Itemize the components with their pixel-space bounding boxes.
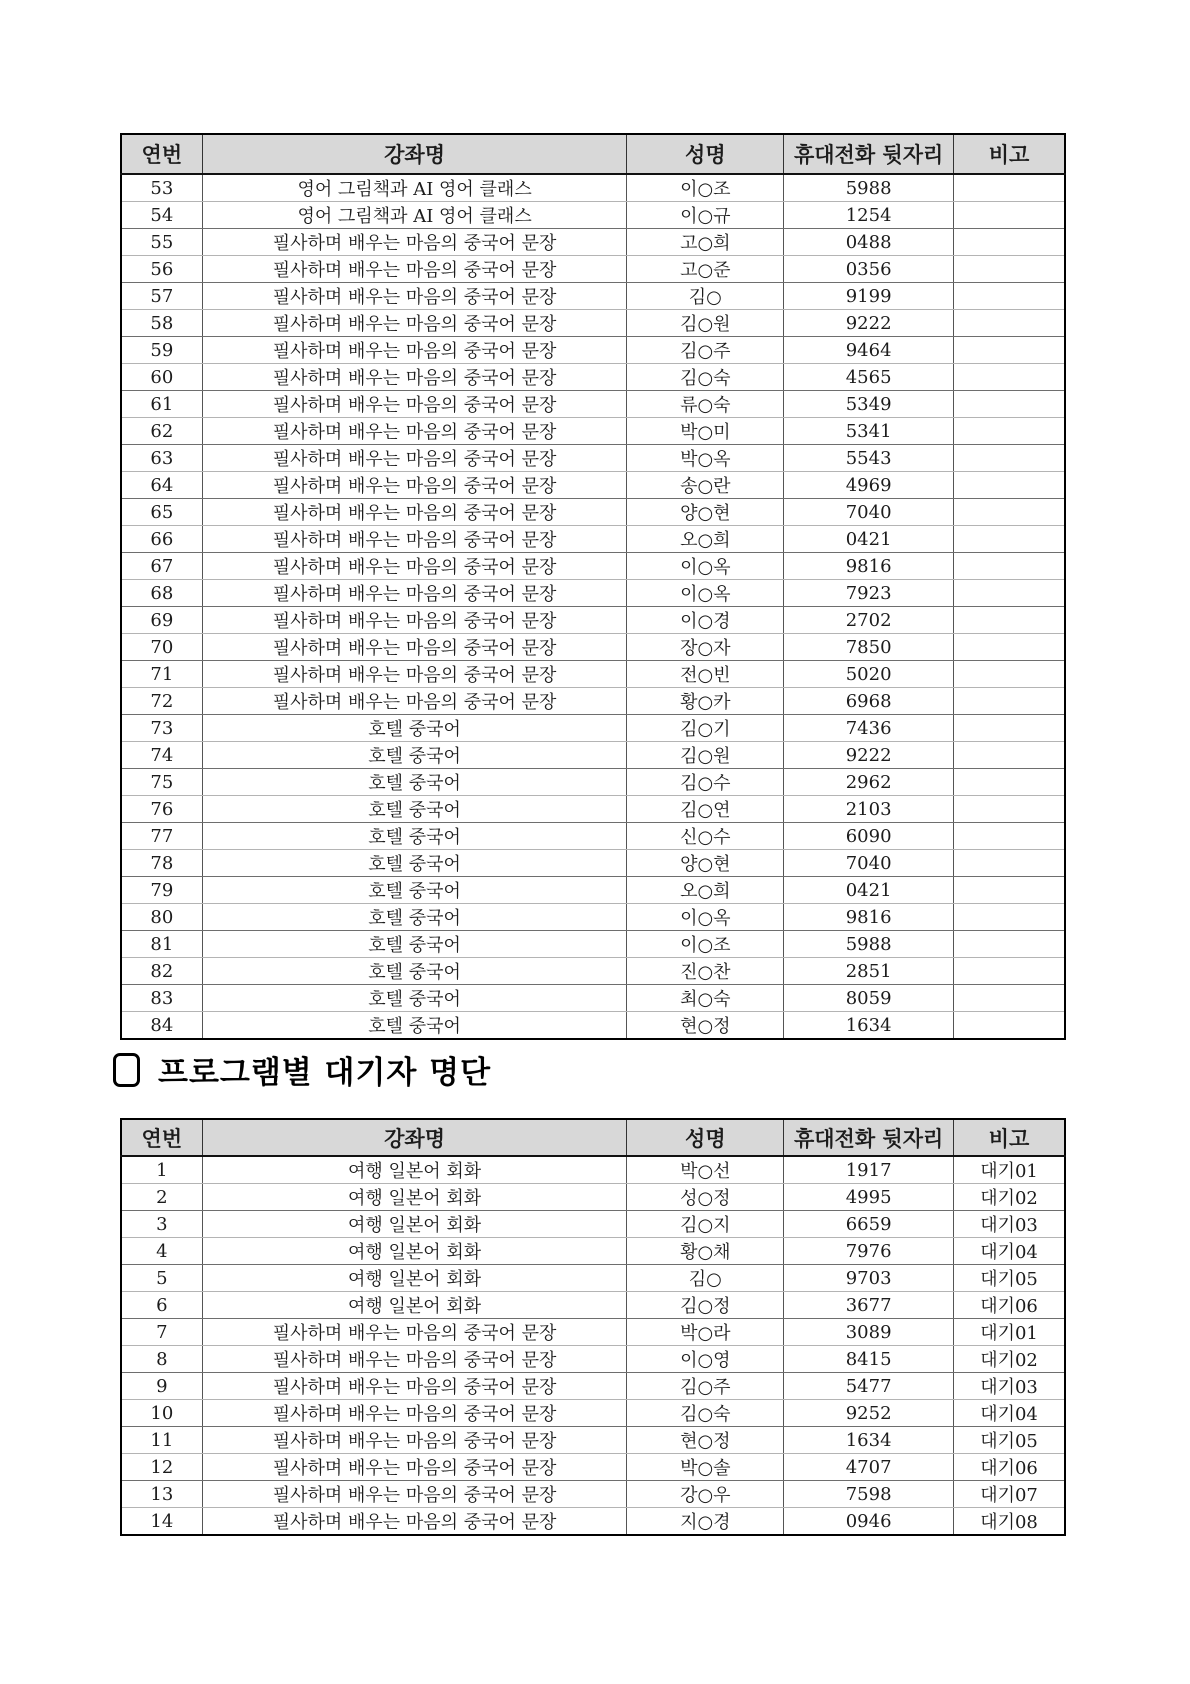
cell-phone-digits: 7976 bbox=[784, 1238, 954, 1265]
column-header: 성명 bbox=[627, 134, 784, 174]
cell-person-name: 양○현 bbox=[627, 499, 784, 526]
cell-note bbox=[954, 634, 1065, 661]
cell-course-name: 여행 일본어 회화 bbox=[202, 1238, 627, 1265]
cell-course-name: 필사하며 배우는 마음의 중국어 문장 bbox=[202, 256, 627, 283]
table-row bbox=[121, 283, 1065, 310]
cell-phone-digits: 7040 bbox=[784, 850, 954, 877]
cell-seq-number: 66 bbox=[121, 526, 202, 553]
cell-course-name: 필사하며 배우는 마음의 중국어 문장 bbox=[202, 526, 627, 553]
cell-person-name: 김○숙 bbox=[627, 1400, 784, 1427]
cell-phone-digits: 1634 bbox=[784, 1427, 954, 1454]
cell-person-name: 박○라 bbox=[627, 1319, 784, 1346]
cell-note: 대기06 bbox=[954, 1454, 1065, 1481]
cell-seq-number: 7 bbox=[121, 1319, 202, 1346]
cell-course-name: 필사하며 배우는 마음의 중국어 문장 bbox=[202, 391, 627, 418]
cell-phone-digits: 9222 bbox=[784, 310, 954, 337]
table-row bbox=[121, 958, 1065, 985]
cell-course-name: 필사하며 배우는 마음의 중국어 문장 bbox=[202, 1319, 627, 1346]
table-row bbox=[121, 823, 1065, 850]
cell-person-name: 고○희 bbox=[627, 229, 784, 256]
cell-note bbox=[954, 769, 1065, 796]
cell-note: 대기06 bbox=[954, 1292, 1065, 1319]
cell-phone-digits: 5349 bbox=[784, 391, 954, 418]
cell-note bbox=[954, 958, 1065, 985]
cell-seq-number: 62 bbox=[121, 418, 202, 445]
cell-note bbox=[954, 580, 1065, 607]
cell-course-name: 여행 일본어 회화 bbox=[202, 1265, 627, 1292]
table-row bbox=[121, 1184, 1065, 1211]
cell-note: 대기03 bbox=[954, 1373, 1065, 1400]
table-row bbox=[121, 1400, 1065, 1427]
cell-seq-number: 68 bbox=[121, 580, 202, 607]
table-row bbox=[121, 769, 1065, 796]
cell-person-name: 지○경 bbox=[627, 1508, 784, 1536]
cell-person-name: 박○솔 bbox=[627, 1454, 784, 1481]
column-header: 연번 bbox=[121, 134, 202, 174]
column-header: 성명 bbox=[627, 1119, 784, 1156]
cell-note bbox=[954, 607, 1065, 634]
cell-note: 대기08 bbox=[954, 1508, 1065, 1536]
cell-seq-number: 11 bbox=[121, 1427, 202, 1454]
cell-phone-digits: 4565 bbox=[784, 364, 954, 391]
cell-seq-number: 9 bbox=[121, 1373, 202, 1400]
table-row bbox=[121, 850, 1065, 877]
cell-course-name: 필사하며 배우는 마음의 중국어 문장 bbox=[202, 337, 627, 364]
cell-course-name: 호텔 중국어 bbox=[202, 769, 627, 796]
cell-phone-digits: 4995 bbox=[784, 1184, 954, 1211]
table-row bbox=[121, 418, 1065, 445]
cell-course-name: 호텔 중국어 bbox=[202, 715, 627, 742]
cell-note bbox=[954, 283, 1065, 310]
cell-note bbox=[954, 661, 1065, 688]
cell-person-name: 장○자 bbox=[627, 634, 784, 661]
cell-note bbox=[954, 364, 1065, 391]
cell-phone-digits: 9816 bbox=[784, 904, 954, 931]
cell-course-name: 필사하며 배우는 마음의 중국어 문장 bbox=[202, 1400, 627, 1427]
table-row bbox=[121, 1454, 1065, 1481]
cell-seq-number: 80 bbox=[121, 904, 202, 931]
cell-note bbox=[954, 1012, 1065, 1040]
cell-seq-number: 56 bbox=[121, 256, 202, 283]
cell-course-name: 영어 그림책과 AI 영어 클래스 bbox=[202, 202, 627, 229]
cell-phone-digits: 9816 bbox=[784, 553, 954, 580]
cell-phone-digits: 5477 bbox=[784, 1373, 954, 1400]
cell-course-name: 필사하며 배우는 마음의 중국어 문장 bbox=[202, 418, 627, 445]
cell-seq-number: 65 bbox=[121, 499, 202, 526]
cell-phone-digits: 5988 bbox=[784, 931, 954, 958]
cell-person-name: 김○숙 bbox=[627, 364, 784, 391]
cell-seq-number: 77 bbox=[121, 823, 202, 850]
cell-seq-number: 79 bbox=[121, 877, 202, 904]
cell-person-name: 이○영 bbox=[627, 1346, 784, 1373]
cell-note bbox=[954, 310, 1065, 337]
table-row bbox=[121, 715, 1065, 742]
table-row bbox=[121, 1211, 1065, 1238]
cell-note: 대기02 bbox=[954, 1184, 1065, 1211]
cell-phone-digits: 4707 bbox=[784, 1454, 954, 1481]
cell-person-name: 오○희 bbox=[627, 526, 784, 553]
cell-note bbox=[954, 796, 1065, 823]
cell-phone-digits: 5020 bbox=[784, 661, 954, 688]
table-row bbox=[121, 634, 1065, 661]
cell-course-name: 호텔 중국어 bbox=[202, 823, 627, 850]
cell-seq-number: 76 bbox=[121, 796, 202, 823]
cell-seq-number: 55 bbox=[121, 229, 202, 256]
cell-note: 대기05 bbox=[954, 1265, 1065, 1292]
cell-seq-number: 73 bbox=[121, 715, 202, 742]
cell-person-name: 황○카 bbox=[627, 688, 784, 715]
cell-note: 대기01 bbox=[954, 1319, 1065, 1346]
cell-note bbox=[954, 877, 1065, 904]
cell-seq-number: 72 bbox=[121, 688, 202, 715]
cell-person-name: 이○조 bbox=[627, 174, 784, 202]
cell-course-name: 필사하며 배우는 마음의 중국어 문장 bbox=[202, 688, 627, 715]
cell-seq-number: 10 bbox=[121, 1400, 202, 1427]
cell-seq-number: 71 bbox=[121, 661, 202, 688]
cell-seq-number: 53 bbox=[121, 174, 202, 202]
cell-seq-number: 81 bbox=[121, 931, 202, 958]
cell-person-name: 고○준 bbox=[627, 256, 784, 283]
cell-seq-number: 13 bbox=[121, 1481, 202, 1508]
cell-phone-digits: 7923 bbox=[784, 580, 954, 607]
table-row bbox=[121, 499, 1065, 526]
cell-note: 대기04 bbox=[954, 1238, 1065, 1265]
cell-phone-digits: 0421 bbox=[784, 526, 954, 553]
table-row bbox=[121, 1265, 1065, 1292]
cell-course-name: 호텔 중국어 bbox=[202, 742, 627, 769]
column-header: 비고 bbox=[954, 1119, 1065, 1156]
cell-note bbox=[954, 202, 1065, 229]
cell-note bbox=[954, 823, 1065, 850]
cell-phone-digits: 6659 bbox=[784, 1211, 954, 1238]
cell-phone-digits: 7598 bbox=[784, 1481, 954, 1508]
cell-seq-number: 83 bbox=[121, 985, 202, 1012]
table-row bbox=[121, 174, 1065, 202]
table-row bbox=[121, 904, 1065, 931]
cell-seq-number: 8 bbox=[121, 1346, 202, 1373]
table-row bbox=[121, 796, 1065, 823]
cell-phone-digits: 3677 bbox=[784, 1292, 954, 1319]
cell-course-name: 필사하며 배우는 마음의 중국어 문장 bbox=[202, 499, 627, 526]
cell-phone-digits: 0488 bbox=[784, 229, 954, 256]
table-row bbox=[121, 1319, 1065, 1346]
table-row bbox=[121, 1346, 1065, 1373]
cell-phone-digits: 7436 bbox=[784, 715, 954, 742]
cell-course-name: 필사하며 배우는 마음의 중국어 문장 bbox=[202, 1508, 627, 1536]
cell-course-name: 호텔 중국어 bbox=[202, 796, 627, 823]
cell-person-name: 진○찬 bbox=[627, 958, 784, 985]
cell-course-name: 여행 일본어 회화 bbox=[202, 1156, 627, 1184]
cell-course-name: 영어 그림책과 AI 영어 클래스 bbox=[202, 174, 627, 202]
cell-person-name: 이○옥 bbox=[627, 553, 784, 580]
cell-note: 대기03 bbox=[954, 1211, 1065, 1238]
cell-note bbox=[954, 850, 1065, 877]
cell-phone-digits: 4969 bbox=[784, 472, 954, 499]
table-row bbox=[121, 391, 1065, 418]
table-row bbox=[121, 1156, 1065, 1184]
cell-note bbox=[954, 229, 1065, 256]
cell-phone-digits: 5543 bbox=[784, 445, 954, 472]
cell-seq-number: 82 bbox=[121, 958, 202, 985]
cell-person-name: 박○선 bbox=[627, 1156, 784, 1184]
cell-seq-number: 1 bbox=[121, 1156, 202, 1184]
cell-phone-digits: 0946 bbox=[784, 1508, 954, 1536]
cell-note: 대기05 bbox=[954, 1427, 1065, 1454]
cell-phone-digits: 8059 bbox=[784, 985, 954, 1012]
table-row bbox=[121, 202, 1065, 229]
cell-seq-number: 54 bbox=[121, 202, 202, 229]
cell-person-name: 박○미 bbox=[627, 418, 784, 445]
cell-phone-digits: 1917 bbox=[784, 1156, 954, 1184]
table-row bbox=[121, 1292, 1065, 1319]
cell-seq-number: 63 bbox=[121, 445, 202, 472]
cell-phone-digits: 0421 bbox=[784, 877, 954, 904]
cell-seq-number: 57 bbox=[121, 283, 202, 310]
cell-phone-digits: 5341 bbox=[784, 418, 954, 445]
cell-person-name: 양○현 bbox=[627, 850, 784, 877]
cell-person-name: 신○수 bbox=[627, 823, 784, 850]
cell-person-name: 김○ bbox=[627, 283, 784, 310]
cell-note bbox=[954, 742, 1065, 769]
cell-person-name: 이○옥 bbox=[627, 904, 784, 931]
table-row bbox=[121, 985, 1065, 1012]
cell-phone-digits: 1254 bbox=[784, 202, 954, 229]
cell-person-name: 김○원 bbox=[627, 742, 784, 769]
cell-course-name: 여행 일본어 회화 bbox=[202, 1211, 627, 1238]
cell-phone-digits: 2702 bbox=[784, 607, 954, 634]
cell-course-name: 여행 일본어 회화 bbox=[202, 1184, 627, 1211]
cell-course-name: 필사하며 배우는 마음의 중국어 문장 bbox=[202, 364, 627, 391]
cell-person-name: 김○정 bbox=[627, 1292, 784, 1319]
cell-seq-number: 2 bbox=[121, 1184, 202, 1211]
cell-note: 대기04 bbox=[954, 1400, 1065, 1427]
square-bullet-icon bbox=[113, 1053, 140, 1087]
cell-note bbox=[954, 445, 1065, 472]
cell-phone-digits: 1634 bbox=[784, 1012, 954, 1040]
cell-note bbox=[954, 688, 1065, 715]
cell-phone-digits: 6090 bbox=[784, 823, 954, 850]
cell-seq-number: 5 bbox=[121, 1265, 202, 1292]
cell-note bbox=[954, 472, 1065, 499]
cell-note bbox=[954, 499, 1065, 526]
cell-note bbox=[954, 174, 1065, 202]
cell-phone-digits: 6968 bbox=[784, 688, 954, 715]
column-header: 연번 bbox=[121, 1119, 202, 1156]
table-row bbox=[121, 607, 1065, 634]
cell-person-name: 최○숙 bbox=[627, 985, 784, 1012]
table-row bbox=[121, 1427, 1065, 1454]
cell-person-name: 오○희 bbox=[627, 877, 784, 904]
cell-person-name: 김○수 bbox=[627, 769, 784, 796]
cell-course-name: 필사하며 배우는 마음의 중국어 문장 bbox=[202, 634, 627, 661]
table-row bbox=[121, 526, 1065, 553]
cell-seq-number: 59 bbox=[121, 337, 202, 364]
cell-seq-number: 3 bbox=[121, 1211, 202, 1238]
cell-course-name: 필사하며 배우는 마음의 중국어 문장 bbox=[202, 1454, 627, 1481]
cell-person-name: 송○란 bbox=[627, 472, 784, 499]
cell-phone-digits: 9703 bbox=[784, 1265, 954, 1292]
cell-course-name: 필사하며 배우는 마음의 중국어 문장 bbox=[202, 607, 627, 634]
cell-seq-number: 14 bbox=[150, 1510, 174, 1532]
cell-course-name: 필사하며 배우는 마음의 중국어 문장 bbox=[202, 283, 627, 310]
waitlist-roster-table bbox=[120, 1118, 1066, 1536]
cell-person-name: 이○조 bbox=[627, 931, 784, 958]
table-row bbox=[121, 553, 1065, 580]
cell-person-name: 김○ bbox=[627, 1265, 784, 1292]
cell-course-name: 호텔 중국어 bbox=[202, 958, 627, 985]
cell-phone-digits: 0356 bbox=[784, 256, 954, 283]
cell-seq-number: 60 bbox=[121, 364, 202, 391]
cell-person-name: 이○경 bbox=[627, 607, 784, 634]
cell-phone-digits: 2962 bbox=[784, 769, 954, 796]
table-row bbox=[121, 1238, 1065, 1265]
table-row bbox=[121, 661, 1065, 688]
cell-note bbox=[954, 337, 1065, 364]
cell-person-name: 성○정 bbox=[627, 1184, 784, 1211]
cell-course-name: 필사하며 배우는 마음의 중국어 문장 bbox=[202, 445, 627, 472]
table-row bbox=[121, 472, 1065, 499]
table-row bbox=[121, 742, 1065, 769]
cell-note: 대기07 bbox=[954, 1481, 1065, 1508]
cell-course-name: 필사하며 배우는 마음의 중국어 문장 bbox=[202, 229, 627, 256]
cell-person-name: 이○옥 bbox=[627, 580, 784, 607]
cell-phone-digits: 8415 bbox=[784, 1346, 954, 1373]
table-row bbox=[121, 364, 1065, 391]
header-row bbox=[121, 134, 1065, 174]
column-header: 비고 bbox=[954, 134, 1065, 174]
cell-seq-number: 4 bbox=[121, 1238, 202, 1265]
cell-person-name: 김○기 bbox=[627, 715, 784, 742]
cell-phone-digits: 7040 bbox=[784, 499, 954, 526]
table-row bbox=[121, 445, 1065, 472]
cell-course-name: 필사하며 배우는 마음의 중국어 문장 bbox=[202, 472, 627, 499]
column-header: 강좌명 bbox=[202, 134, 627, 174]
cell-course-name: 호텔 중국어 bbox=[202, 850, 627, 877]
cell-person-name: 류○숙 bbox=[627, 391, 784, 418]
cell-course-name: 필사하며 배우는 마음의 중국어 문장 bbox=[202, 1373, 627, 1400]
table-row bbox=[121, 580, 1065, 607]
cell-note bbox=[954, 931, 1065, 958]
cell-course-name: 필사하며 배우는 마음의 중국어 문장 bbox=[202, 553, 627, 580]
cell-note bbox=[954, 904, 1065, 931]
cell-seq-number: 67 bbox=[121, 553, 202, 580]
section-title-text: 프로그램별 대기자 명단 bbox=[158, 1055, 492, 1091]
cell-seq-number: 6 bbox=[121, 1292, 202, 1319]
cell-phone-digits: 3089 bbox=[784, 1319, 954, 1346]
cell-seq-number: 58 bbox=[121, 310, 202, 337]
cell-course-name: 여행 일본어 회화 bbox=[202, 1292, 627, 1319]
table-row bbox=[121, 877, 1065, 904]
cell-person-name: 황○채 bbox=[627, 1238, 784, 1265]
cell-seq-number: 69 bbox=[121, 607, 202, 634]
header-row bbox=[121, 1119, 1065, 1156]
table-row bbox=[121, 1508, 1065, 1536]
table-row bbox=[121, 688, 1065, 715]
cell-note bbox=[954, 418, 1065, 445]
cell-seq-number: 84 bbox=[150, 1014, 174, 1036]
cell-note: 대기01 bbox=[954, 1156, 1065, 1184]
cell-phone-digits: 5988 bbox=[784, 174, 954, 202]
cell-person-name: 박○옥 bbox=[627, 445, 784, 472]
cell-person-name: 김○원 bbox=[627, 310, 784, 337]
cell-person-name: 현○정 bbox=[627, 1012, 784, 1040]
cell-phone-digits: 7850 bbox=[784, 634, 954, 661]
cell-note bbox=[954, 553, 1065, 580]
table-row bbox=[121, 256, 1065, 283]
cell-person-name: 김○주 bbox=[627, 337, 784, 364]
cell-person-name: 김○연 bbox=[627, 796, 784, 823]
cell-phone-digits: 9252 bbox=[784, 1400, 954, 1427]
cell-course-name: 호텔 중국어 bbox=[202, 1012, 627, 1040]
cell-seq-number: 74 bbox=[121, 742, 202, 769]
cell-phone-digits: 2851 bbox=[784, 958, 954, 985]
waitlist-section-title bbox=[113, 1047, 491, 1092]
cell-course-name: 호텔 중국어 bbox=[202, 931, 627, 958]
cell-course-name: 필사하며 배우는 마음의 중국어 문장 bbox=[202, 580, 627, 607]
column-header: 강좌명 bbox=[202, 1119, 627, 1156]
cell-person-name: 전○빈 bbox=[627, 661, 784, 688]
cell-seq-number: 12 bbox=[121, 1454, 202, 1481]
cell-phone-digits: 2103 bbox=[784, 796, 954, 823]
cell-course-name: 필사하며 배우는 마음의 중국어 문장 bbox=[202, 1346, 627, 1373]
cell-note bbox=[954, 985, 1065, 1012]
table-row bbox=[121, 931, 1065, 958]
cell-seq-number: 70 bbox=[121, 634, 202, 661]
cell-seq-number: 75 bbox=[121, 769, 202, 796]
cell-person-name: 김○지 bbox=[627, 1211, 784, 1238]
cell-person-name: 이○규 bbox=[627, 202, 784, 229]
table-row bbox=[121, 1481, 1065, 1508]
cell-note bbox=[954, 256, 1065, 283]
cell-course-name: 호텔 중국어 bbox=[202, 877, 627, 904]
cell-person-name: 현○정 bbox=[627, 1427, 784, 1454]
table-row bbox=[121, 1373, 1065, 1400]
cell-course-name: 호텔 중국어 bbox=[202, 904, 627, 931]
column-header: 휴대전화 뒷자리 bbox=[784, 1119, 954, 1156]
cell-course-name: 필사하며 배우는 마음의 중국어 문장 bbox=[202, 1481, 627, 1508]
cell-person-name: 강○우 bbox=[627, 1481, 784, 1508]
table-row bbox=[121, 229, 1065, 256]
cell-note bbox=[954, 715, 1065, 742]
cell-seq-number: 78 bbox=[121, 850, 202, 877]
cell-course-name: 필사하며 배우는 마음의 중국어 문장 bbox=[202, 661, 627, 688]
table-row bbox=[121, 1012, 1065, 1040]
cell-note bbox=[954, 526, 1065, 553]
table-row bbox=[121, 310, 1065, 337]
cell-person-name: 김○주 bbox=[627, 1373, 784, 1400]
cell-phone-digits: 9199 bbox=[784, 283, 954, 310]
cell-course-name: 필사하며 배우는 마음의 중국어 문장 bbox=[202, 310, 627, 337]
cell-note bbox=[954, 391, 1065, 418]
cell-course-name: 필사하며 배우는 마음의 중국어 문장 bbox=[202, 1427, 627, 1454]
cell-course-name: 호텔 중국어 bbox=[202, 985, 627, 1012]
cell-phone-digits: 9464 bbox=[784, 337, 954, 364]
enrolled-roster-table bbox=[120, 133, 1066, 1040]
column-header: 휴대전화 뒷자리 bbox=[784, 134, 954, 174]
cell-phone-digits: 9222 bbox=[784, 742, 954, 769]
cell-note: 대기02 bbox=[954, 1346, 1065, 1373]
cell-seq-number: 61 bbox=[121, 391, 202, 418]
cell-seq-number: 64 bbox=[121, 472, 202, 499]
table-row bbox=[121, 337, 1065, 364]
